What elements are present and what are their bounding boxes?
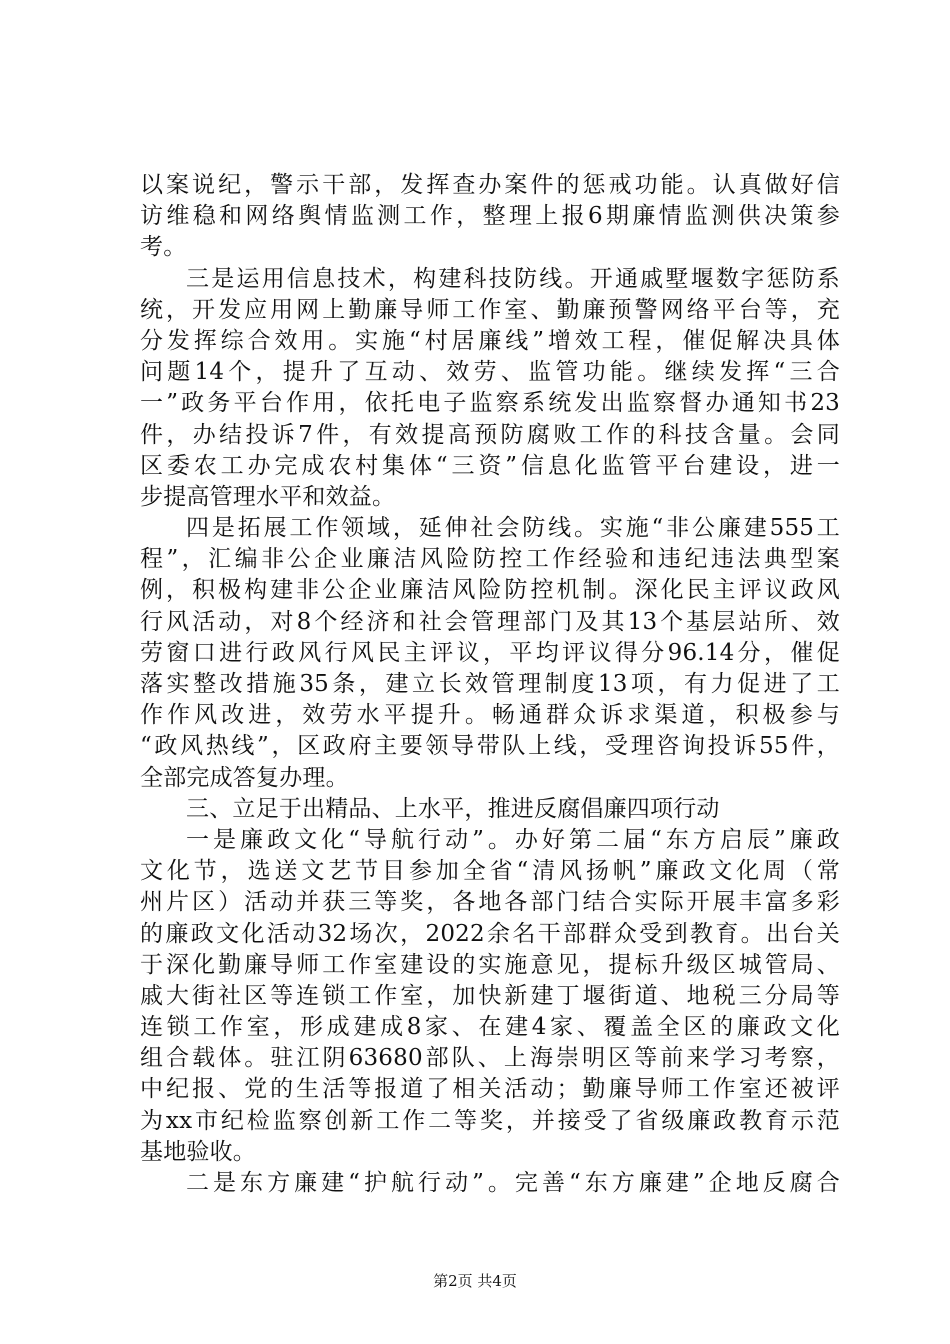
text-line: 连锁工作室，形成建成8家、在建4家、覆盖全区的廉政文化 bbox=[140, 1014, 840, 1041]
text-line: 以案说纪，警示干部，发挥查办案件的惩戒功能。认真做好信 bbox=[140, 172, 840, 198]
text-line: 件，办结投诉7件，有效提高预防腐败工作的科技含量。会同 bbox=[140, 421, 840, 448]
document-body bbox=[140, 170, 840, 1199]
text-line: 基地验收。 bbox=[140, 1138, 256, 1165]
paragraph-start-line: 四是拓展工作领域，延伸社会防线。实施“非公廉建555工 bbox=[186, 515, 840, 542]
text-line: 文化节，选送文艺节目参加全省“清风扬帆”廉政文化周（常 bbox=[140, 858, 840, 885]
text-line: 访维稳和网络舆情监测工作，整理上报6期廉情监测供决策参 bbox=[140, 203, 840, 230]
text-line: 全部完成答复办理。 bbox=[140, 764, 349, 791]
text-line: 组合载体。驻江阴63680部队、上海崇明区等前来学习考察， bbox=[140, 1045, 840, 1072]
text-line: 的廉政文化活动32场次，2022余名干部群众受到教育。出台关 bbox=[140, 920, 840, 947]
text-line: 例，积极构建非公企业廉洁风险防控机制。深化民主评议政风 bbox=[140, 577, 840, 604]
text-line: 于深化勤廉导师工作室建设的实施意见，提标升级区城管局、 bbox=[140, 951, 840, 978]
text-line: 州片区）活动并获三等奖，各地各部门结合实际开展丰富多彩 bbox=[140, 889, 840, 916]
text-line: “政风热线”，区政府主要领导带队上线，受理咨询投诉55件， bbox=[140, 733, 840, 760]
text-line: 作作风改进，效劳水平提升。畅通群众诉求渠道，积极参与 bbox=[140, 702, 840, 729]
section-heading: 三、立足于出精品、上水平，推进反腐倡廉四项行动 bbox=[186, 795, 720, 822]
page-number-footer: 第2页 共4页 bbox=[433, 1272, 517, 1290]
text-line: 为xx市纪检监察创新工作二等奖，并接受了省级廉政教育示范 bbox=[140, 1107, 840, 1134]
paragraph-start-line: 二是东方廉建“护航行动”。完善“东方廉建”企地反腐合 bbox=[186, 1170, 840, 1196]
text-line: 区委农工办完成农村集体“三资”信息化监管平台建设，进一 bbox=[140, 452, 840, 479]
text-line: 统，开发应用网上勤廉导师工作室、勤廉预警网络平台等，充 bbox=[140, 296, 840, 323]
paragraph-start-line: 三是运用信息技术，构建科技防线。开通戚墅堰数字惩防系 bbox=[186, 265, 840, 292]
text-line: 中纪报、党的生活等报道了相关活动；勤廉导师工作室还被评 bbox=[140, 1076, 840, 1103]
text-line: 一”政务平台作用，依托电子监察系统发出监察督办通知书23 bbox=[140, 390, 840, 417]
text-line: 问题14个，提升了互动、效劳、监管功能。继续发挥“三合 bbox=[140, 359, 840, 386]
text-line: 行风活动，对8个经济和社会管理部门及其13个基层站所、效 bbox=[140, 608, 840, 635]
text-line: 落实整改措施35条，建立长效管理制度13项，有力促进了工 bbox=[140, 671, 840, 697]
text-line: 考。 bbox=[140, 234, 187, 261]
paragraph-start-line: 一是廉政文化“导航行动”。办好第二届“东方启辰”廉政 bbox=[186, 826, 840, 853]
text-line: 分发挥综合效用。实施“村居廉线”增效工程，催促解决具体 bbox=[140, 327, 840, 354]
text-line: 步提高管理水平和效益。 bbox=[140, 483, 396, 510]
text-line: 戚大街社区等连锁工作室，加快新建丁堰街道、地税三分局等 bbox=[140, 982, 840, 1009]
text-line: 程”，汇编非公企业廉洁风险防控工作经验和违纪违法典型案 bbox=[140, 546, 840, 573]
text-line: 劳窗口进行政风行风民主评议，平均评议得分96.14分，催促 bbox=[140, 639, 840, 666]
